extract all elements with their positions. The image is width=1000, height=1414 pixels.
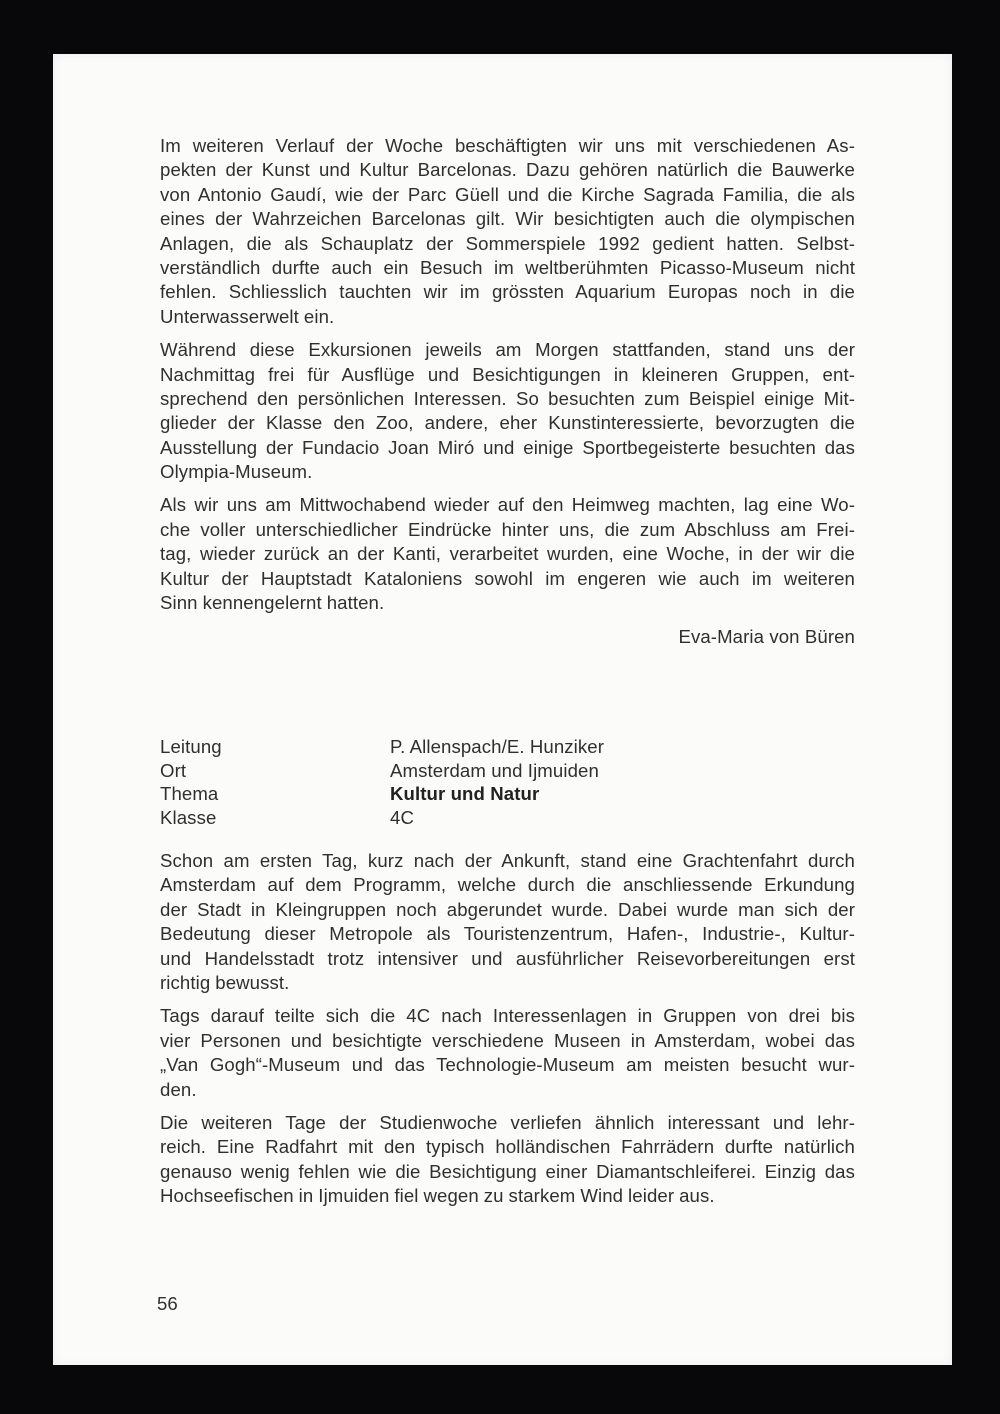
info-value: Kultur und Natur [390,783,540,805]
info-value: 4C [390,807,414,829]
text-line: den. [160,1078,197,1100]
text-line: genauso wenig fehlen wie die Besichtigung einer Diamantschleiferei. Einzig das [160,1160,855,1182]
text-line: „Van Gogh“-Museum und das Technologie-Museum am meisten besucht wur- [160,1054,855,1076]
text-line: der Stadt in Kleingruppen noch abgerundet wurde. Dabei wurde man sich der [160,898,855,920]
text-line: Tags darauf teilte sich die 4C nach Interessenlagen in Gruppen von drei bis [160,1005,855,1027]
text-line: Schon am ersten Tag, kurz nach der Ankunft, stand eine Grachtenfahrt durch [160,850,855,872]
paragraph [160,493,855,615]
paragraph [160,134,855,329]
info-label: Thema [160,783,219,805]
info-label: Leitung [160,735,222,757]
text-line: Sinn kennengelernt hatten. [160,592,385,614]
text-line: Amsterdam auf dem Programm, welche durch die anschliessende Erkundung [160,874,855,896]
trip-info-table [160,735,855,830]
info-row [160,735,855,759]
paragraph [160,338,855,484]
text-line: Im weiteren Verlauf der Woche beschäftigten wir uns mit verschiedenen As- [160,135,855,156]
text-line: und Handelsstadt trotz intensiver und ausführlicher Reisevorbereitungen erst [160,947,855,969]
text-line: pekten der Kunst und Kultur Barcelonas. Dazu gehören natürlich die Bauwerke [160,159,855,181]
text-line: von Antonio Gaudí, wie der Parc Güell und die Kirche Sagrada Familia, die als [160,183,855,205]
text-line: eines der Wahrzeichen Barcelonas gilt. Wir besichtigten auch die olympischen [160,208,855,230]
text-line: verständlich durfte auch ein Besuch im weltberühmten Picasso-Museum nicht [160,256,855,278]
info-value: Amsterdam und Ijmuiden [390,759,599,781]
info-row [160,806,855,830]
text-line: Hochseefischen in Ijmuiden fiel wegen zu starkem Wind leider aus. [160,1185,715,1207]
text-line: che voller unterschiedlicher Eindrücke hinter uns, die zum Abschluss am Frei- [160,518,855,540]
text-line: reich. Eine Radfahrt mit den typisch holländischen Fahrrädern durfte natürlich [160,1136,855,1158]
text-block [160,134,855,1217]
info-row [160,782,855,806]
paragraph [160,1111,855,1209]
report-paragraphs-bottom [160,849,855,1208]
text-line: Nachmittag frei für Ausflüge und Besichtigungen in kleineren Gruppen, ent- [160,363,855,385]
text-line: Unterwasserwelt ein. [160,305,335,327]
text-line: richtig bewusst. [160,971,290,993]
paragraph [160,849,855,995]
paragraph [160,1004,855,1102]
text-line: Anlagen, die als Schauplatz der Sommerspiele 1992 gedient hatten. Selbst- [160,232,855,254]
text-line: sprechend den persönlichen Interessen. So besuchten zum Beispiel einige Mit- [160,387,855,409]
info-label: Ort [160,759,187,781]
document-page [53,54,952,1365]
text-line: vier Personen und besichtigte verschiedene Museen in Amsterdam, wobei das [160,1029,855,1051]
info-label: Klasse [160,807,217,829]
info-row [160,759,855,783]
text-line: Olympia-Museum. [160,461,313,483]
info-value: P. Allenspach/E. Hunziker [390,735,605,757]
text-line: Die weiteren Tage der Studienwoche verliefen ähnlich interessant und lehr- [160,1111,855,1133]
report-paragraphs-top [160,134,855,615]
text-line: Kultur der Hauptstadt Kataloniens sowohl im engeren wie auch im weiteren [160,567,855,589]
text-line: glieder der Klasse den Zoo, andere, eher Kunstinteressierte, bevorzugten die [160,412,855,434]
text-line: Bedeutung dieser Metropole als Touristenzentrum, Hafen-, Industrie-, Kultur- [160,923,855,945]
text-line: Während diese Exkursionen jeweils am Morgen stattfanden, stand uns der [160,339,855,361]
text-line: Als wir uns am Mittwochabend wieder auf den Heimweg machten, lag eine Wo- [160,494,855,516]
text-line: tag, wieder zurück an der Kanti, verarbeitet wurden, eine Woche, in der wir die [160,543,855,565]
page-number: 56 [157,1293,178,1314]
text-line: Ausstellung der Fundacio Joan Miró und einige Sportbegeisterte besuchten das [160,436,855,458]
author-signature: Eva-Maria von Büren [678,626,855,648]
text-line: fehlen. Schliesslich tauchten wir im grössten Aquarium Europas noch in die [160,281,855,303]
